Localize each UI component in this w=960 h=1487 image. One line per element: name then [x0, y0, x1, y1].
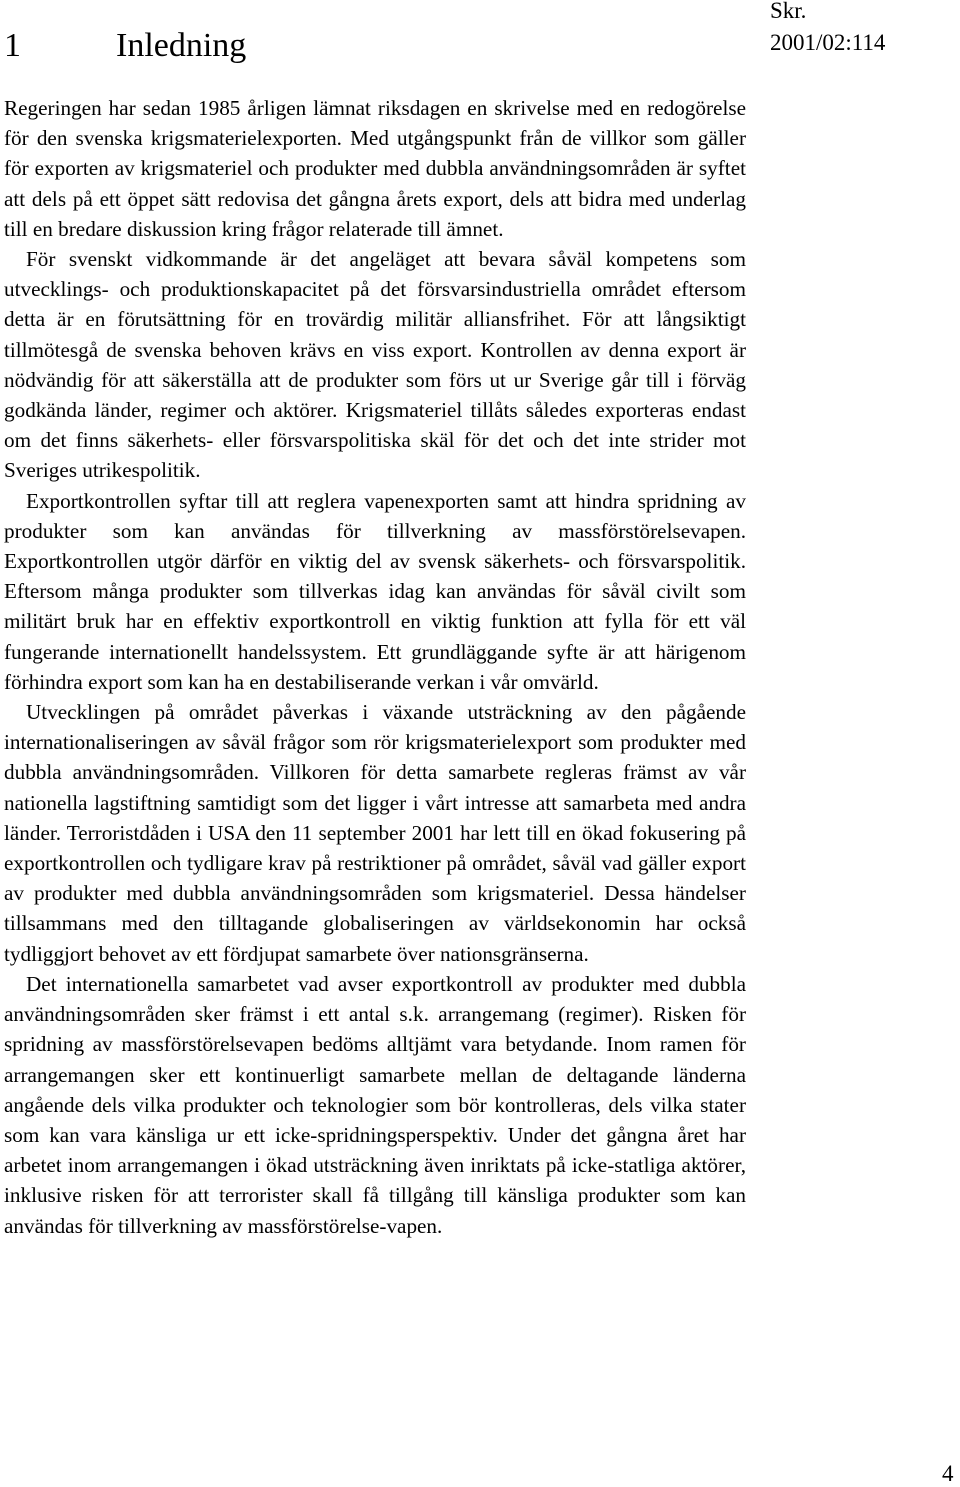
- paragraph-2: För svenskt vidkommande är det angeläget att bevara såväl kompetens som utvecklings- och produktionskapacitet på det försvarsindustriella området eftersom detta är en förutsättning för en trovärdig militär alliansfrihet. För att långsiktigt tillmötesgå de svenska behoven krävs en viss export. Kontrollen av denna export är nödvändig för att säkerställa att de produkter som förs ut ur Sverige går till i förväg godkända länder, regimer och aktörer. Krigsmateriel tillåts således exporteras endast om det finns säkerhets- eller försvarspolitiska skäl för det och det inte strider mot Sveriges utrikespolitik.: [4, 247, 746, 483]
- paragraph-1: Regeringen har sedan 1985 årligen lämnat riksdagen en skrivelse med en redogörelse för den svenska krigsmaterielexporten. Med utgångspunkt från de villkor som gäller för exporten av krigsmateriel och produkter med dubbla användningsområden är syftet att dels på ett öppet sätt redovisa det gångna årets export, dels att bidra med underlag till en bredare diskussion kring frågor relaterade till ämnet.: [4, 96, 746, 241]
- section-title: Inledning: [116, 27, 247, 64]
- paragraph-3: Exportkontrollen syftar till att reglera vapenexporten samt att hindra spridning av produkter som kan användas för tillverkning av massförstörelsevapen. Exportkontrollen utgör därför en viktig del av svensk säkerhets- och försvarspolitik. Eftersom många produkter som tillverkas idag kan användas för såväl civilt som militärt bruk har en effektiv exportkontroll en viktig funktion att fylla för ett väl fungerande internationellt handelssystem. Ett grundläggande syfte är att härigenom förhindra export som kan ha en destabiliserande verkan i vår omvärld.: [4, 488, 746, 694]
- page-number: 4: [942, 1461, 954, 1486]
- section-number: 1: [4, 27, 21, 64]
- paragraph-4: Utvecklingen på området påverkas i växande utsträckning av den pågående internationaliseringen av såväl frågor som rör krigsmaterielexport som produkter med dubbla användningsområden. Villkoren för detta samarbete regleras främst av vår nationella lagstiftning samtidigt som det ligger i vårt intresse att samarbeta med andra länder. Terroristdåden i USA den 11 september 2001 har lett till en ökad fokusering på exportkontrollen och tydligare krav på restriktioner på området, såväl vad gäller export av produkter med dubbla användningsområden som krigsmateriel. Dessa händelser tillsammans med den tilltagande globaliseringen av världsekonomin har också tydliggjort behovet av ett fördjupat samarbete över nationsgränserna.: [4, 700, 746, 966]
- doc-ref-label: Skr.: [770, 0, 807, 23]
- section-heading: [4, 22, 246, 70]
- doc-ref-number: 2001/02:114: [770, 30, 886, 55]
- body-text: [4, 93, 746, 1241]
- paragraph-5: Det internationella samarbetet vad avser exportkontroll av produkter med dubbla användningsområden sker främst i ett antal s.k. arrangemang (regimer). Risken för spridning av massförstörelsevapen bedöms alltjämt vara betydande. Inom ramen för arrangemangen sker ett kontinuerligt samarbete mellan de deltagande länderna angående dels vilka produkter och teknologier som bör kontrolleras, dels vilka stater som kan vara känsliga ur ett icke-spridningsperspektiv. Under det gångna året har arbetet inom arrangemangen i ökad utsträckning även inriktats på icke-statliga aktörer, inklusive risken för att terrorister skall få tillgång till känsliga produkter som kan användas för tillverkning av massförstörelse-vapen.: [4, 971, 746, 1238]
